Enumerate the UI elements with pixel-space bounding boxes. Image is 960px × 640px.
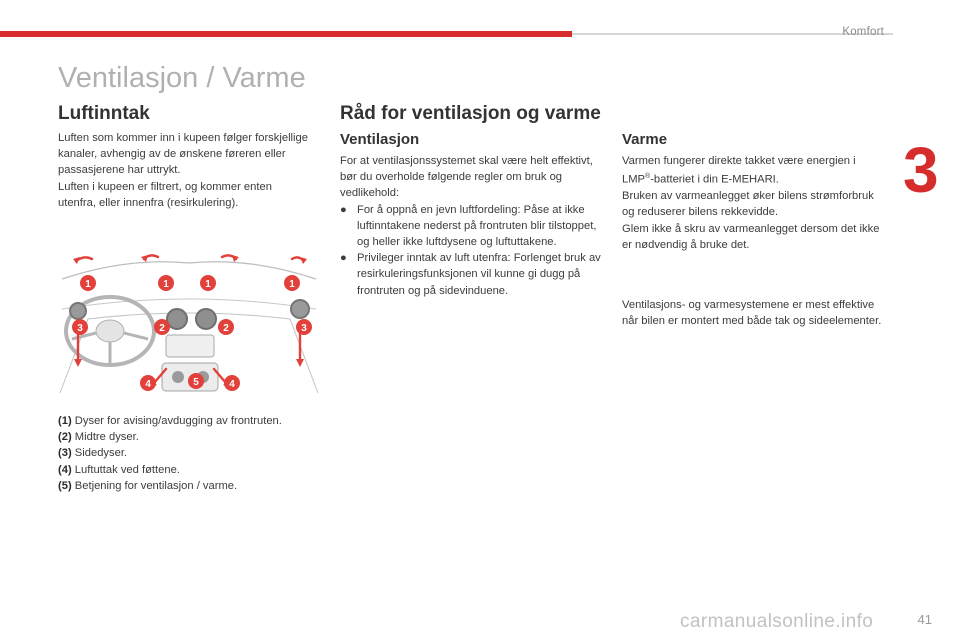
heating-paragraph: Bruken av varmeanlegget øker bilens strømforbruk og reduserer bilens rekkevidde. bbox=[622, 190, 874, 219]
air-intake-text bbox=[58, 130, 308, 211]
legend-item: (3) Sidedyser. bbox=[58, 447, 128, 460]
air-intake-heading: Luftinntak bbox=[58, 103, 150, 124]
svg-text:5: 5 bbox=[193, 377, 199, 388]
legend-item: (4) Luftuttak ved føttene. bbox=[58, 463, 180, 476]
header-accent-bar bbox=[0, 31, 572, 37]
svg-text:2: 2 bbox=[223, 323, 229, 334]
section-label: Komfort bbox=[842, 26, 884, 38]
chapter-number: 3 bbox=[903, 134, 939, 206]
efficiency-note: Ventilasjons- og varmesystemene er mest effektive når bilen er montert med både tak og sideelementer. bbox=[622, 299, 882, 328]
svg-text:3: 3 bbox=[77, 323, 83, 334]
ventilation-bullet: ● For å oppnå en jevn luftfordeling: Påse at ikke luftinntakene nederst på frontruten blir tilstoppet, og heller ikke luftdysene og luftuttakene. bbox=[340, 203, 597, 249]
page-number: 41 bbox=[917, 612, 932, 627]
svg-text:1: 1 bbox=[205, 279, 211, 290]
watermark: carmanualsonline.info bbox=[680, 611, 874, 632]
ventilation-text bbox=[340, 153, 602, 299]
legend-item: (2) Midtre dyser. bbox=[58, 431, 139, 444]
illustration-legend bbox=[58, 413, 282, 494]
svg-text:4: 4 bbox=[145, 379, 151, 390]
svg-text:2: 2 bbox=[159, 323, 165, 334]
air-intake-paragraph: Luften i kupeen er filtrert, og kommer enten utenfra, eller innenfra (resirkulering). bbox=[58, 180, 272, 209]
advice-heading: Råd for ventilasjon og varme bbox=[340, 103, 601, 124]
air-intake-paragraph: Luften som kommer inn i kupeen følger forskjellige kanaler, avhengig av de ønskene føreren eller passasjerene har uttrykt. bbox=[58, 132, 308, 177]
svg-text:3: 3 bbox=[301, 323, 307, 334]
legend-item: (5) Betjening for ventilasjon / varme. bbox=[58, 479, 238, 492]
legend-item: (1) Dyser for avising/avdugging av frontruten. bbox=[58, 415, 282, 427]
heating-paragraph: Glem ikke å skru av varmeanlegget dersom det ikke er nødvendig å bruke det. bbox=[622, 222, 880, 251]
heating-text bbox=[622, 153, 886, 253]
ventilation-bullet: ● Privileger inntak av luft utenfra: Forlenget bruk av resirkuleringsfunksjonen vil kunne gi dugg på frontruten og på sidevinduene. bbox=[340, 252, 601, 297]
svg-text:1: 1 bbox=[85, 279, 91, 290]
page-title: Ventilasjon / Varme bbox=[58, 62, 306, 94]
svg-text:4: 4 bbox=[229, 379, 235, 390]
ventilation-heading: Ventilasjon bbox=[340, 131, 420, 148]
vent-marker-5 bbox=[188, 373, 204, 389]
heating-heading: Varme bbox=[622, 131, 668, 148]
ventilation-intro: For at ventilasjonssystemet skal være helt effektivt, bør du overholde følgende regler om bruk og vedlikehold: bbox=[340, 155, 593, 200]
dashboard-vents-illustration bbox=[58, 249, 320, 399]
svg-text:1: 1 bbox=[163, 279, 169, 290]
svg-text:1: 1 bbox=[289, 279, 295, 290]
heating-paragraph: Varmen fungerer direkte takket være energien i LMP®-batteriet i din E-MEHARI. bbox=[622, 155, 856, 186]
